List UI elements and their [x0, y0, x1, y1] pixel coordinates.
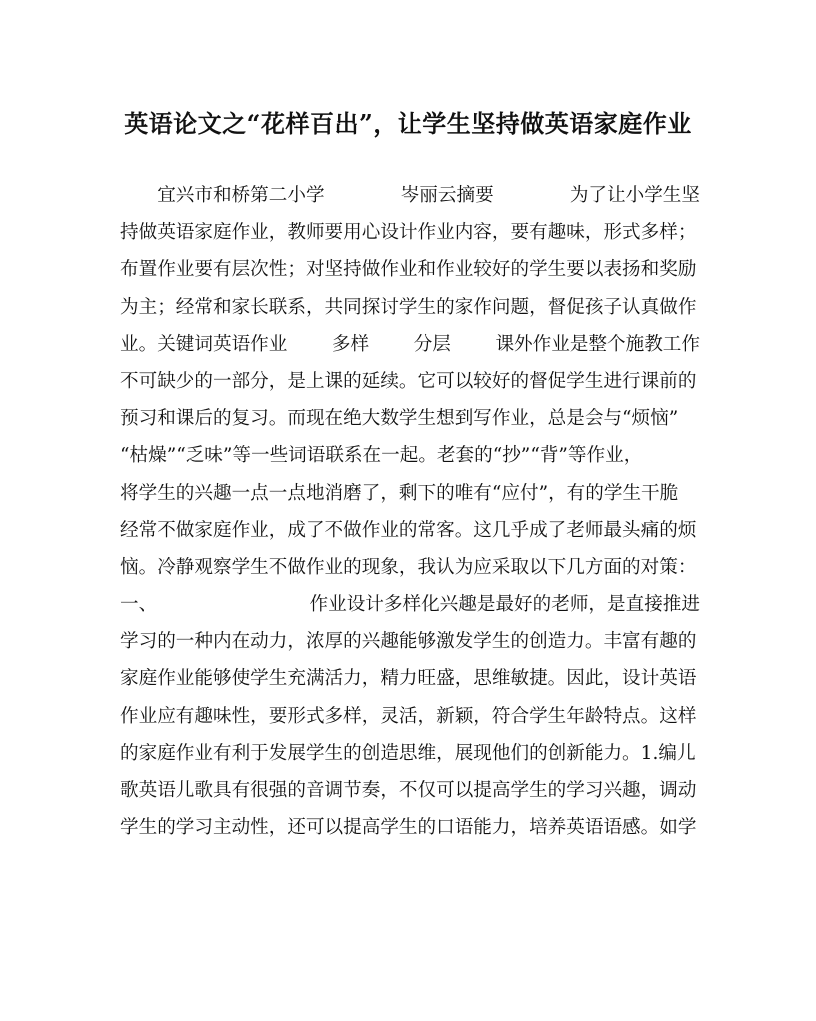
text-segment: 恼。冷静观察学生不做作业的现象，我认为应采取以下几方面的对策：: [120, 556, 697, 578]
text-segment: 业。关键词英语作业: [120, 333, 288, 355]
text-line: [120, 592, 700, 629]
text-segment: 将学生的兴趣一点一点地消磨了，剩下的唯有“应付”，有的学生干脆: [120, 482, 679, 504]
text-segment: 为主；经常和家长联系，共同探讨学生的家作问题，督促孩子认真做作: [120, 296, 697, 318]
text-line: [120, 332, 700, 369]
text-line: [120, 778, 700, 815]
text-line: [120, 704, 700, 741]
text-segment: 作业设计多样化兴趣是最好的老师，是直接推进: [309, 594, 700, 616]
text-segment: 作业应有趣味性，要形式多样，灵活，新颖，符合学生年龄特点。这样: [120, 705, 697, 727]
text-line: [120, 295, 700, 332]
text-line: [120, 555, 700, 592]
text-segment: 学生的学习主动性，还可以提高学生的口语能力，培养英语语感。如学: [120, 817, 697, 839]
text-line: [120, 481, 700, 518]
text-line: [120, 741, 700, 778]
text-segment: 岑丽云摘要: [400, 185, 494, 206]
text-line: [120, 629, 700, 666]
text-line: [120, 257, 700, 294]
text-segment: 布置作业要有层次性；对坚持做作业和作业较好的学生要以表扬和奖励: [120, 259, 697, 281]
text-line: [120, 666, 700, 703]
text-segment: 经常不做家庭作业，成了不做作业的常客。这几乎成了老师最头痛的烦: [120, 519, 697, 541]
text-segment: 不可缺少的一部分，是上课的延续。它可以较好的督促学生进行课前的: [120, 370, 697, 392]
text-segment: 预习和课后的复习。而现在绝大数学生想到写作业，总是会与“烦恼”: [120, 408, 679, 430]
text-segment: 学习的一种内在动力，浓厚的兴趣能够激发学生的创造力。丰富有趣的: [120, 631, 697, 653]
text-line: [120, 443, 700, 480]
text-line: [120, 406, 700, 443]
text-segment: 宜兴市和桥第二小学: [120, 185, 325, 206]
text-segment: 歌英语儿歌具有很强的音调节奏，不仅可以提高学生的学习兴趣，调动: [120, 780, 697, 801]
text-segment: 的家庭作业有利于发展学生的创造思维，展现他们的创新能力。1.编儿: [120, 742, 696, 764]
text-segment: “枯燥”“乏味”等一些词语联系在一起。老套的“抄”“背”等作业，: [120, 445, 643, 467]
text-line: [120, 518, 700, 555]
text-segment: 多样: [331, 333, 370, 355]
text-segment: 家庭作业能够使学生充满活力，精力旺盛，思维敏捷。因此，设计英语: [120, 668, 697, 690]
text-segment: 持做英语家庭作业，教师要用心设计作业内容，要有趣味，形式多样；: [120, 222, 697, 244]
text-line: [120, 815, 700, 852]
text-line: [120, 369, 700, 406]
text-segment: 一、: [120, 594, 158, 616]
document-title: 英语论文之“花样百出”，让学生坚持做英语家庭作业: [124, 109, 692, 138]
text-segment: 为了让小学生坚: [569, 185, 700, 206]
text-line: [120, 183, 700, 220]
text-line: [120, 220, 700, 257]
text-segment: 分层: [413, 333, 451, 355]
text-segment: 课外作业是整个施教工作: [495, 333, 700, 355]
document-body: [120, 183, 700, 852]
